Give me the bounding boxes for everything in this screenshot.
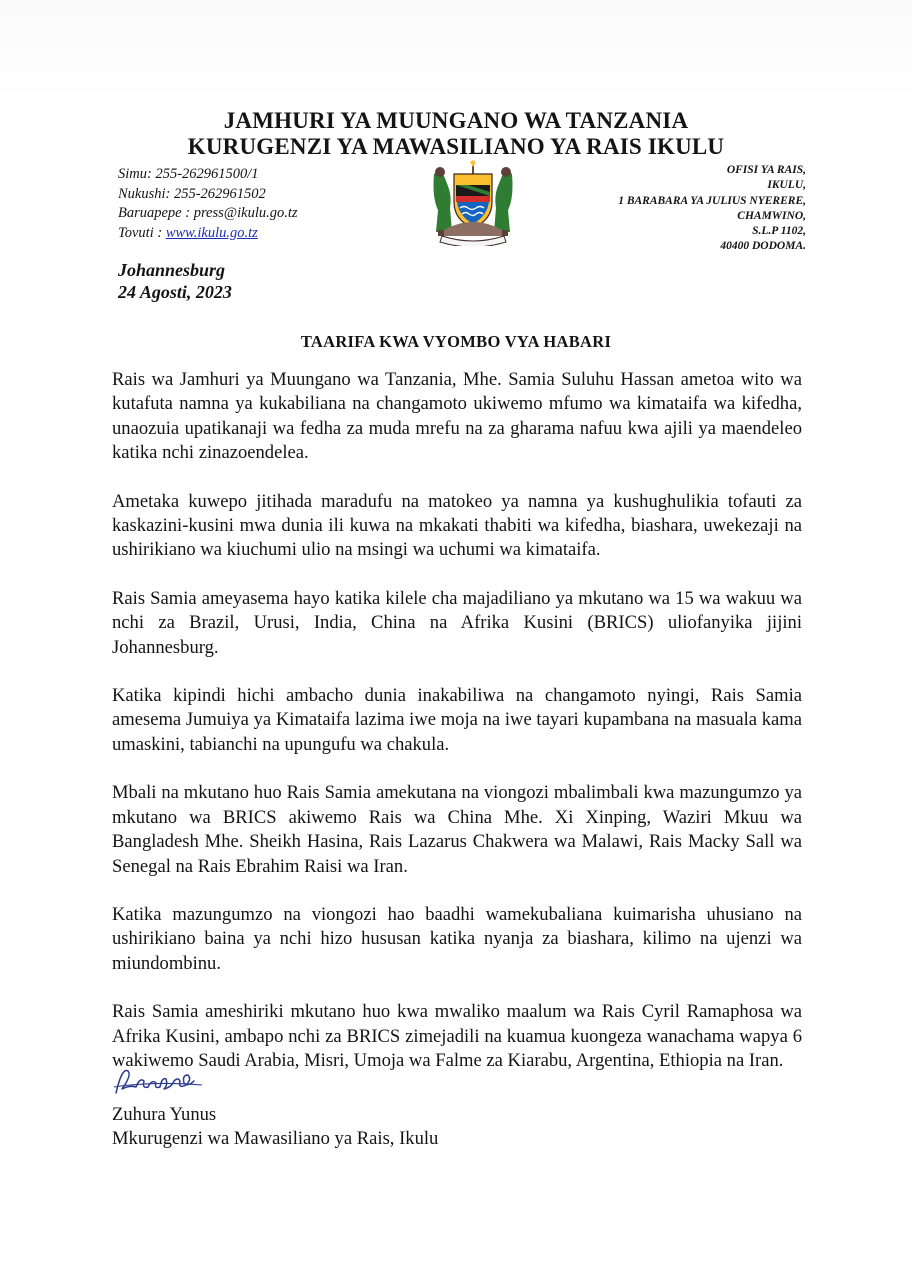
website-link[interactable]: www.ikulu.go.tz xyxy=(165,224,258,241)
document-heading: TAARIFA KWA VYOMBO VYA HABARI xyxy=(300,332,612,351)
paragraph: Katika mazungumzo na viongozi hao baadhi wamekubaliana kuimarisha uhusiano na ushirikiano baina ya nchi hizo hususan katika nyanja za biashara, kilimo na ujenzi wa miundombinu. xyxy=(112,903,802,974)
signer-title: Mkurugenzi wa Mawasiliano ya Rais, Ikulu xyxy=(112,1128,439,1150)
paragraph: Katika kipindi hichi ambacho dunia inakabiliwa na changamoto nyingi, Rais Samia amesema Jumuiya ya Kimataifa lazima iwe moja na iwe tayari kupambana na masuala kama umaskini, tabianchi na upungufu wa chakula. xyxy=(112,685,802,755)
address-line: OFISI YA RAIS, xyxy=(726,164,806,176)
date: 24 Agosti, 2023 xyxy=(118,282,232,302)
address-line: 40400 DODOMA. xyxy=(720,240,806,253)
signer-name: Zuhura Yunus xyxy=(112,1104,217,1125)
phone-line: Simu: 255-262961500/1 xyxy=(118,166,259,182)
directorate-title: KURUGENZI YA MAWASILIANO YA RAIS IKULU xyxy=(187,134,725,159)
paragraph: Rais Samia ameyasema hayo katika kilele cha majadiliano ya mkutano wa 15 wa wakuu wa nchi za Brazil, Urusi, India, China na Afrika Kusini (BRICS) uliofanyika jijini Johannesburg. xyxy=(112,587,802,658)
paragraph: Ametaka kuwepo jitihada maradufu na matokeo ya namna ya kushughulikia tofauti za kaskazini-kusini mwa dunia ili kuwa na mkakati thabiti wa kifedha, biashara, uwekezaji na ushirikiano wa kiuchumi ulio na msingi wa uchumi wa kimataifa. xyxy=(112,490,802,561)
fax-line: Nukushi: 255-262961502 xyxy=(118,185,266,202)
address-line: 1 BARABARA YA JULIUS NYERERE, xyxy=(618,194,806,207)
country-title: JAMHURI YA MUUNGANO WA TANZANIA xyxy=(223,108,689,133)
letterhead-titles xyxy=(0,108,912,160)
body-paragraphs xyxy=(112,368,802,1097)
address-line: S.L.P 1102, xyxy=(752,225,806,238)
paragraph: Rais Samia ameshiriki mkutano huo kwa mwaliko maalum wa Rais Cyril Ramaphosa wa Afrika Kusini, ambapo nchi za BRICS zimejadili na kuamua kuongeza wanachama wapya 6 wakiwemo Saudi Arabia, Misri, Umoja wa Falme za Kiarabu, Argentina, Ethiopia na Iran. xyxy=(112,1001,802,1071)
place: Johannesburg xyxy=(118,260,226,280)
email-line: Baruapepe : press@ikulu.go.tz xyxy=(118,205,298,221)
paragraph: Mbali na mkutano huo Rais Samia amekutana na viongozi mbalimbali kwa mazungumzo ya mkutano wa BRICS akiwemo Rais wa China Mhe. Xi Xinping, Waziri Mkuu wa Bangladesh Mhe. Sheikh Hasina, Rais Lazarus Chakwera wa Malawi, Rais Macky Sall wa Senegal na Rais Ebrahim Raisi wa Iran. xyxy=(112,782,802,877)
place-and-date xyxy=(118,259,232,303)
paragraph: Rais wa Jamhuri ya Muungano wa Tanzania, Mhe. Samia Suluhu Hassan ametoa wito wa kutafuta namna ya kukabiliana na changamoto ukiwemo mfumo wa kimataifa wa kifedha, unaozuia upatikanaji wa fedha za muda mrefu na za gharama nafuu kwa ajili ya maendeleo katika nchi zinazoendelea. xyxy=(112,369,802,464)
contact-details xyxy=(118,165,298,243)
signer-block xyxy=(112,1103,438,1152)
website-line xyxy=(118,224,298,244)
website-label: Tovuti : xyxy=(118,224,166,241)
postal-address xyxy=(618,163,806,255)
address-line: IKULU, xyxy=(767,179,806,192)
coat-of-arms-icon xyxy=(420,160,526,246)
address-line: CHAMWINO, xyxy=(737,209,806,222)
handwritten-signature-icon xyxy=(112,1063,208,1101)
